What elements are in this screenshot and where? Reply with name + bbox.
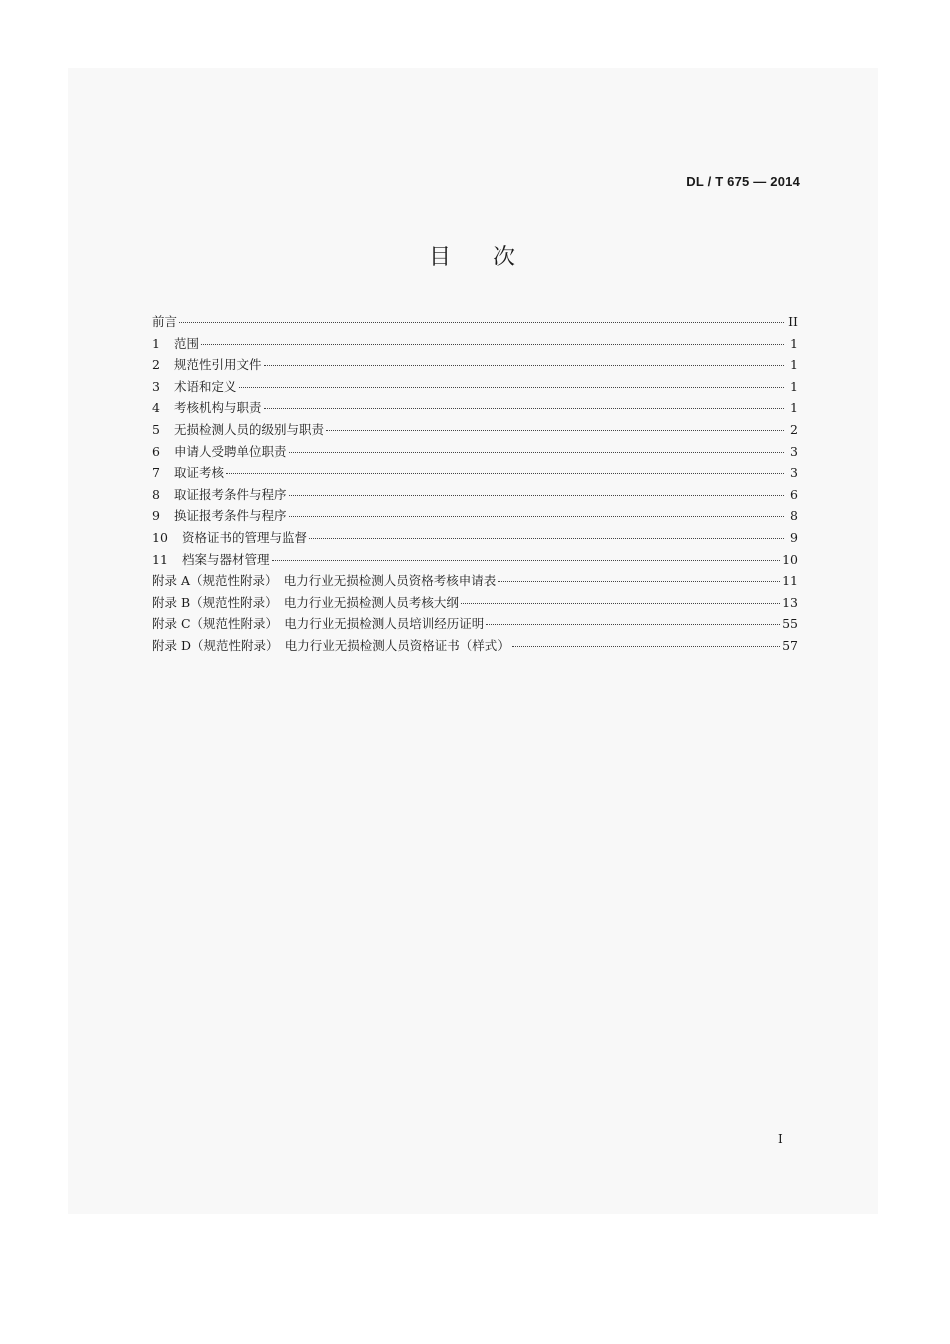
- toc-entry-label: 档案与器材管理: [182, 551, 270, 567]
- toc-entry-number: 8: [152, 486, 160, 502]
- toc-entry-page: 9: [790, 529, 798, 545]
- toc-entry-3[interactable]: [152, 377, 798, 399]
- toc-entry-label: 范围: [174, 335, 200, 351]
- toc-title-part-2: 次: [493, 245, 518, 270]
- toc-entry-page: 3: [790, 465, 798, 481]
- toc-title: [68, 240, 878, 271]
- toc-entry-label: 考核机构与职责: [174, 400, 262, 416]
- toc-entry-label: 前言: [152, 314, 178, 329]
- toc-entry-label: 附录 C（规范性附录） 电力行业无损检测人员培训经历证明: [152, 616, 485, 632]
- toc-entry-8[interactable]: [152, 485, 798, 507]
- toc-entry-label: 规范性引用文件: [174, 357, 262, 373]
- toc-entry-number: 10: [152, 529, 168, 545]
- toc-entry-page: 55: [782, 616, 798, 632]
- toc-entry-page: 1: [790, 357, 798, 373]
- toc-entry-page: II: [788, 314, 798, 329]
- toc-entry-number: 1: [152, 335, 160, 351]
- toc-entry-7[interactable]: [152, 463, 798, 485]
- toc-entry-number: 6: [152, 443, 160, 459]
- toc-leader-dots: [309, 538, 784, 539]
- toc-leader-dots: [326, 430, 784, 431]
- toc-entry-number: 5: [152, 421, 160, 437]
- toc-entry-appendix-a[interactable]: [152, 571, 798, 593]
- toc-leader-dots: [486, 624, 780, 625]
- toc-entry-number: 4: [152, 400, 160, 416]
- toc-entry-6[interactable]: [152, 442, 798, 464]
- toc-entry-9[interactable]: [152, 506, 798, 528]
- toc-entry-foreword[interactable]: [152, 312, 798, 334]
- toc-leader-dots: [179, 322, 784, 323]
- toc-entry-label: 术语和定义: [174, 378, 237, 394]
- toc-entry-label: 申请人受聘单位职责: [174, 443, 287, 459]
- toc-entry-label: 资格证书的管理与监督: [182, 529, 308, 545]
- toc-entry-number: 9: [152, 508, 160, 524]
- toc-leader-dots: [289, 452, 784, 453]
- toc-entry-11[interactable]: [152, 550, 798, 572]
- toc-leader-dots: [289, 495, 784, 496]
- toc-entry-page: 2: [790, 421, 798, 437]
- toc-entry-page: 13: [782, 594, 798, 610]
- table-of-contents: [152, 312, 798, 658]
- toc-leader-dots: [461, 603, 780, 604]
- toc-entry-2[interactable]: [152, 355, 798, 377]
- toc-leader-dots: [289, 516, 784, 517]
- toc-entry-number: 7: [152, 465, 160, 481]
- toc-entry-number: 3: [152, 378, 160, 394]
- toc-leader-dots: [512, 646, 780, 647]
- toc-leader-dots: [272, 560, 781, 561]
- page-number: I: [778, 1132, 783, 1146]
- toc-entry-page: 1: [790, 378, 798, 394]
- toc-entry-page: 8: [790, 508, 798, 524]
- toc-entry-appendix-b[interactable]: [152, 593, 798, 615]
- toc-leader-dots: [226, 473, 784, 474]
- toc-entry-label: 附录 B（规范性附录） 电力行业无损检测人员考核大纲: [152, 594, 459, 610]
- toc-entry-page: 3: [790, 443, 798, 459]
- toc-leader-dots: [264, 365, 784, 366]
- toc-leader-dots: [264, 408, 784, 409]
- toc-entry-1[interactable]: [152, 334, 798, 356]
- toc-entry-appendix-c[interactable]: [152, 614, 798, 636]
- toc-entry-label: 取证报考条件与程序: [174, 486, 287, 502]
- toc-entry-label: 附录 D（规范性附录） 电力行业无损检测人员资格证书（样式）: [152, 637, 510, 653]
- toc-leader-dots: [498, 581, 780, 582]
- toc-entry-4[interactable]: [152, 398, 798, 420]
- toc-entry-page: 6: [790, 486, 798, 502]
- document-page: [68, 68, 878, 1214]
- toc-entry-appendix-d[interactable]: [152, 636, 798, 658]
- toc-leader-dots: [201, 344, 784, 345]
- toc-entry-5[interactable]: [152, 420, 798, 442]
- toc-entry-page: 1: [790, 400, 798, 416]
- toc-entry-label: 取证考核: [174, 465, 225, 481]
- toc-entry-page: 1: [790, 335, 798, 351]
- toc-entry-page: 10: [782, 551, 798, 567]
- toc-entry-label: 附录 A（规范性附录） 电力行业无损检测人员资格考核申请表: [152, 573, 497, 589]
- toc-entry-page: 57: [782, 637, 798, 653]
- toc-leader-dots: [239, 387, 784, 388]
- toc-entry-number: 2: [152, 357, 160, 373]
- toc-entry-page: 11: [782, 573, 798, 589]
- standard-number: DL / T 675 — 2014: [686, 174, 800, 189]
- toc-title-part-1: 目: [428, 245, 453, 270]
- toc-entry-number: 11: [152, 551, 168, 567]
- toc-entry-label: 无损检测人员的级别与职责: [174, 421, 325, 437]
- toc-entry-label: 换证报考条件与程序: [174, 508, 287, 524]
- toc-entry-10[interactable]: [152, 528, 798, 550]
